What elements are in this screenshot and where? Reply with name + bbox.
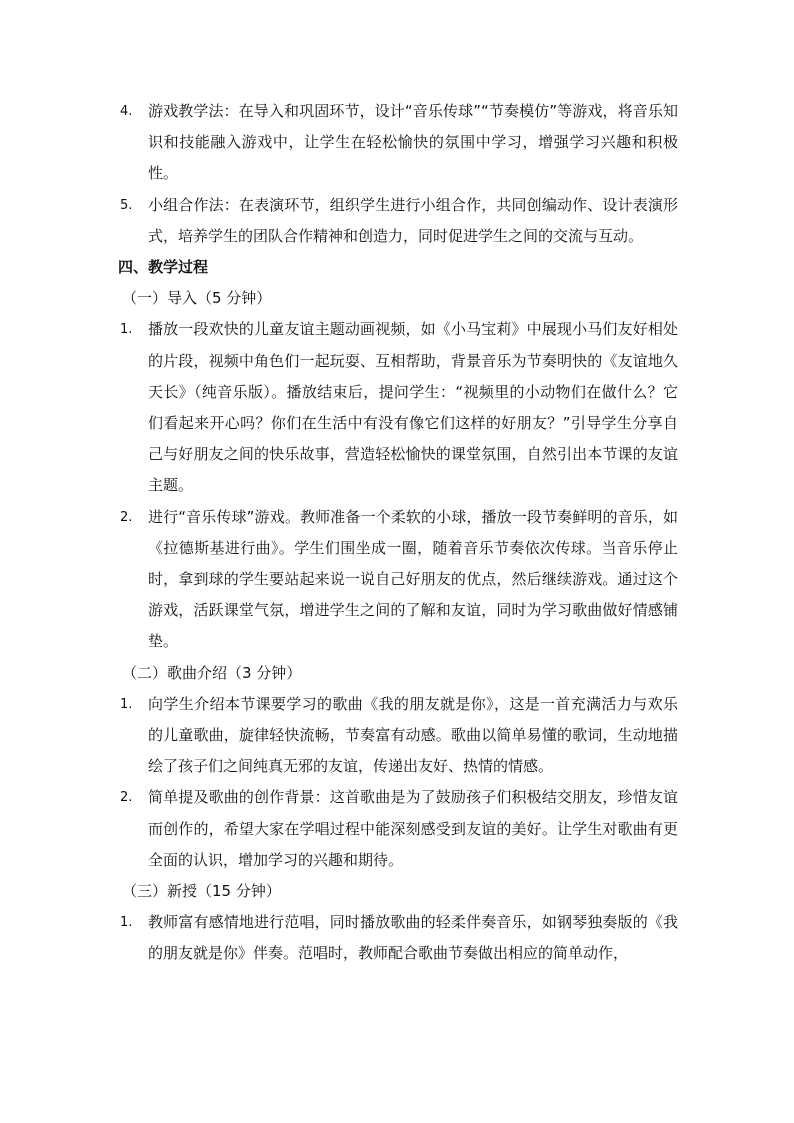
list-text: 向学生介绍本节课要学习的歌曲《我的朋友就是你》，这是一首充满活力与欢乐的儿童歌曲，旋律轻快流畅，节奏富有动感。歌曲以简单易懂的歌词，生动地描绘了孩子们之间纯真无邪的友谊，传递出友好、热情的情感。 bbox=[148, 694, 678, 776]
document-body bbox=[118, 96, 678, 970]
list-item-intro-2 bbox=[118, 502, 678, 658]
subheading-song-introduction: （二）歌曲介绍（3 分钟） bbox=[122, 663, 302, 682]
list-text: 游戏教学法：在导入和巩固环节，设计“音乐传球”“节奏模仿”等游戏，将音乐知识和技能融入游戏中，让学生在轻松愉快的氛围中学习，增强学习兴趣和积极性。 bbox=[148, 102, 678, 183]
subheading-introduction: （一）导入（5 分钟） bbox=[122, 289, 272, 308]
list-text: 播放一段欢快的儿童友谊主题动画视频，如《小马宝莉》中展现小马们友好相处的片段，视频中角色们一起玩耍、互相帮助，背景音乐为节奏明快的《友谊地久天长》（纯音乐版）。播放结束后，提问学生：“视频里的小动物们在做什么？它们看起来开心吗？你们在生活中有没有像它们这样的好朋友？”引导学生分享自己与好朋友之间的快乐故事，营造轻松愉快的课堂氛围，自然引出本节课的友谊主题。 bbox=[148, 320, 678, 495]
list-item-song-2 bbox=[118, 782, 678, 876]
list-number: 1. bbox=[120, 322, 133, 338]
section-heading-teaching-process: 四、教学过程 bbox=[118, 258, 209, 277]
list-item-method-5 bbox=[118, 190, 678, 252]
list-item-intro-1 bbox=[118, 314, 678, 501]
list-text: 教师富有感情地进行范唱，同时播放歌曲的轻柔伴奏音乐，如钢琴独奏版的《我的朋友就是你》伴奏。范唱时，教师配合歌曲节奏做出相应的简单动作， bbox=[148, 913, 678, 963]
list-text: 简单提及歌曲的创作背景：这首歌曲是为了鼓励孩子们积极结交朋友，珍惜友谊而创作的，希望大家在学唱过程中能深刻感受到友谊的美好。让学生对歌曲有更全面的认识，增加学习的兴趣和期待。 bbox=[148, 788, 678, 869]
list-number: 5. bbox=[120, 197, 133, 213]
list-number: 1. bbox=[120, 915, 133, 931]
list-text: 进行“音乐传球”游戏。教师准备一个柔软的小球，播放一段节奏鲜明的音乐，如《拉德斯基进行曲》。学生们围坐成一圈，随着音乐节奏依次传球。当音乐停止时，拿到球的学生要站起来说一说自己好朋友的优点，然后继续游戏。通过这个游戏，活跃课堂气氛，增进学生之间的了解和友谊，同时为学习歌曲做好情感铺垫。 bbox=[148, 507, 678, 651]
subheading-new-lesson: （三）新授（15 分钟） bbox=[122, 882, 281, 901]
list-item-method-4 bbox=[118, 96, 678, 190]
list-number: 4. bbox=[120, 104, 133, 119]
list-text: 小组合作法：在表演环节，组织学生进行小组合作，共同创编动作、设计表演形式，培养学生的团队合作精神和创造力，同时促进学生之间的交流与互动。 bbox=[148, 195, 678, 245]
list-item-new-1 bbox=[118, 907, 678, 969]
list-number: 1. bbox=[120, 696, 133, 712]
list-number: 2. bbox=[120, 509, 133, 525]
list-item-song-1 bbox=[118, 689, 678, 783]
list-number: 2. bbox=[120, 790, 133, 806]
